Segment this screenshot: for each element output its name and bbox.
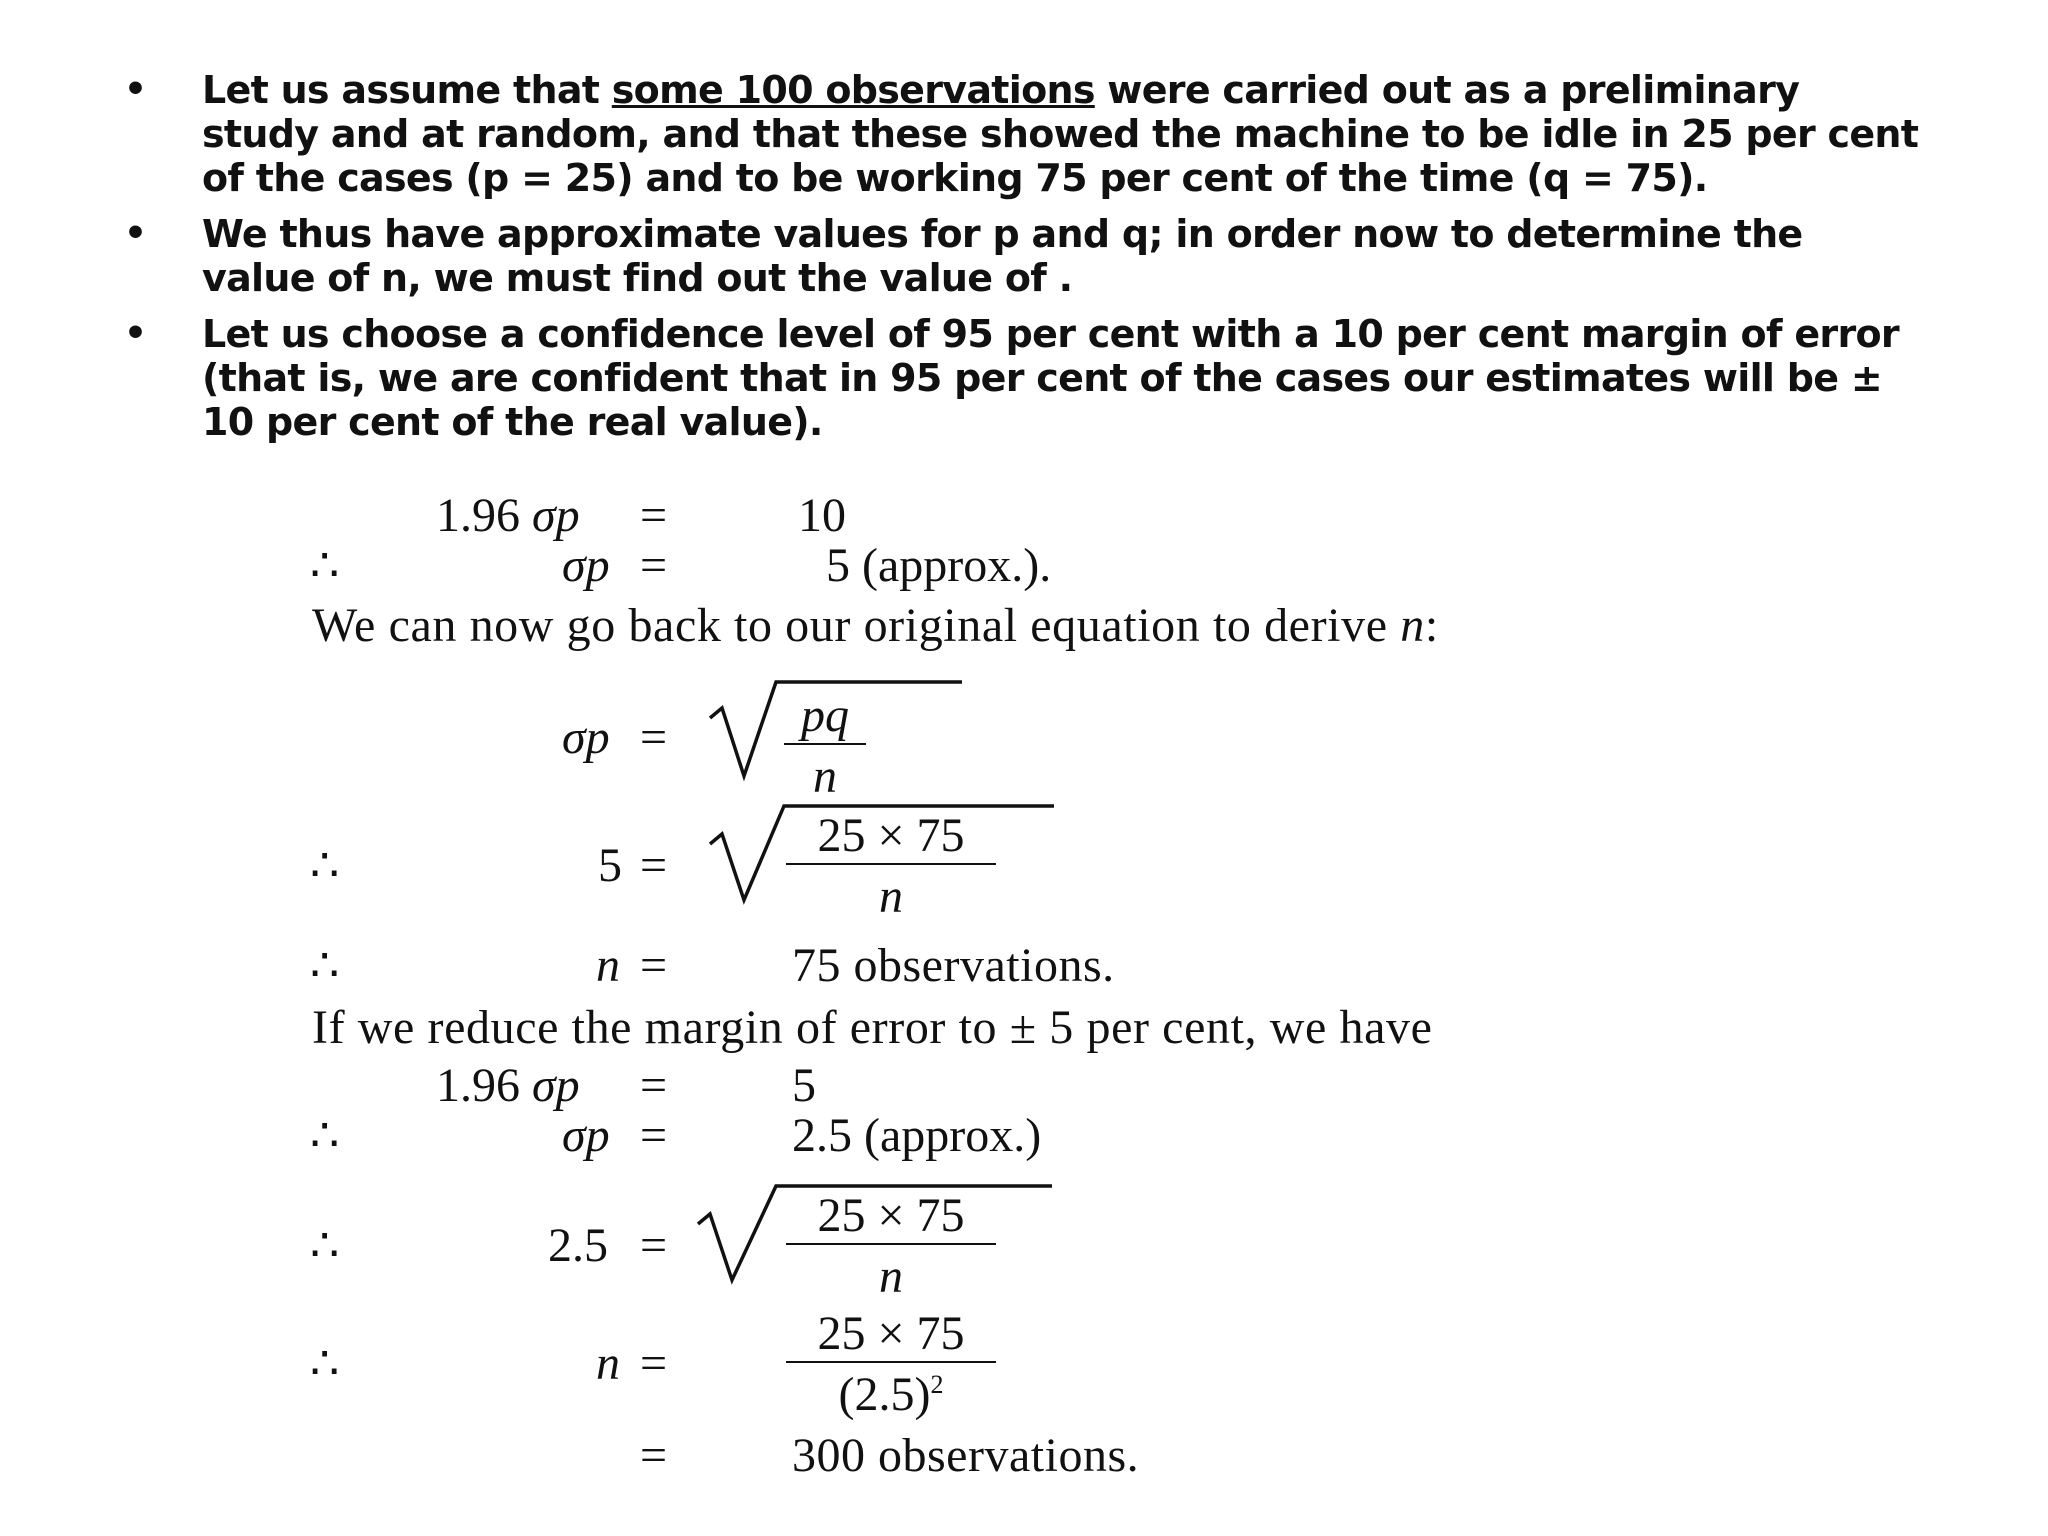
- bullet-marker: •: [124, 213, 148, 254]
- denominator: n: [784, 743, 866, 804]
- bullet-text: [202, 68, 1922, 200]
- fraction-25x75-over-n: [786, 808, 996, 924]
- underlined-phrase: some 100 observations: [611, 68, 1095, 112]
- bullet-text-start: Let us assume that: [202, 68, 612, 112]
- therefore-symbol: ∴: [310, 1220, 342, 1271]
- bullet-item-3: [0, 312, 2048, 444]
- fraction-pq-over-n: [784, 688, 866, 804]
- therefore-symbol: ∴: [310, 540, 342, 591]
- var-n: n: [596, 939, 620, 992]
- therefore-symbol: ∴: [310, 840, 342, 891]
- eq6-right: 5: [792, 1059, 816, 1112]
- equals-sign: =: [640, 1109, 668, 1162]
- bullet-item-1: [0, 68, 2048, 200]
- bullet-text: We thus have approximate values for p and q; in order now to determine the value of n, we must find out the value of .: [202, 212, 1803, 300]
- equals-sign: =: [640, 1337, 668, 1390]
- eq1-right: 10: [798, 489, 846, 542]
- bullet-item-2: [0, 212, 2048, 300]
- fraction-25x75-over-2.5-squared: [786, 1306, 996, 1422]
- denominator: $(2.5)^2$: [786, 1361, 996, 1422]
- fraction-25x75-over-n: [786, 1188, 996, 1304]
- sigma-p: σp: [562, 1109, 610, 1162]
- bullet-marker: •: [124, 313, 148, 354]
- eq7-right: 2.5 (approx.): [792, 1109, 1042, 1162]
- var-n: n: [596, 1337, 620, 1390]
- eq2-right: 5 (approx.).: [826, 539, 1052, 592]
- equals-sign: =: [640, 489, 668, 542]
- numerator: 25 × 75: [817, 1189, 965, 1242]
- prose-derive-n: We can now go back to our original equation to derive n:: [312, 599, 1439, 652]
- eq4-left: 5: [598, 839, 622, 892]
- eq5-right: 75 observations.: [792, 939, 1115, 992]
- bullet-list: [0, 68, 2048, 456]
- sigma-p: σp: [562, 539, 610, 592]
- equals-sign: =: [640, 539, 668, 592]
- eq10-right: 300 observations.: [792, 1429, 1140, 1482]
- numerator: 25 × 75: [817, 1307, 965, 1360]
- equals-sign: =: [640, 711, 668, 764]
- eq6-left: 1.96 σp: [436, 1059, 580, 1112]
- numerator: 25 × 75: [817, 809, 965, 862]
- sigma-p: σp: [562, 711, 610, 764]
- prose-reduce-margin: If we reduce the margin of error to ± 5 per cent, we have: [312, 1001, 1433, 1054]
- denominator: n: [786, 863, 996, 924]
- bullet-marker: •: [124, 69, 148, 110]
- equals-sign: =: [640, 1219, 668, 1272]
- eq1-left: 1.96 σp: [436, 489, 580, 542]
- denominator: n: [786, 1243, 996, 1304]
- equals-sign: =: [640, 1059, 668, 1112]
- therefore-symbol: ∴: [310, 1110, 342, 1161]
- bullet-text-rest: were carried out as a preliminary study and at random, and that these showed the machine to be idle in 25 per cent of the cases (p = 25) and to be working 75 per cent of the time (q = 75).: [202, 68, 1919, 200]
- therefore-symbol: ∴: [310, 940, 342, 991]
- equals-sign: =: [640, 1429, 668, 1482]
- equals-sign: =: [640, 939, 668, 992]
- equals-sign: =: [640, 839, 668, 892]
- eq8-left: 2.5: [548, 1219, 608, 1272]
- therefore-symbol: ∴: [310, 1338, 342, 1389]
- numerator: pq: [801, 689, 849, 742]
- bullet-text: Let us choose a confidence level of 95 per cent with a 10 per cent margin of error (that is, we are confident that in 95 per cent of the cases our estimates will be ± 10 per cent of the real value).: [202, 312, 1899, 444]
